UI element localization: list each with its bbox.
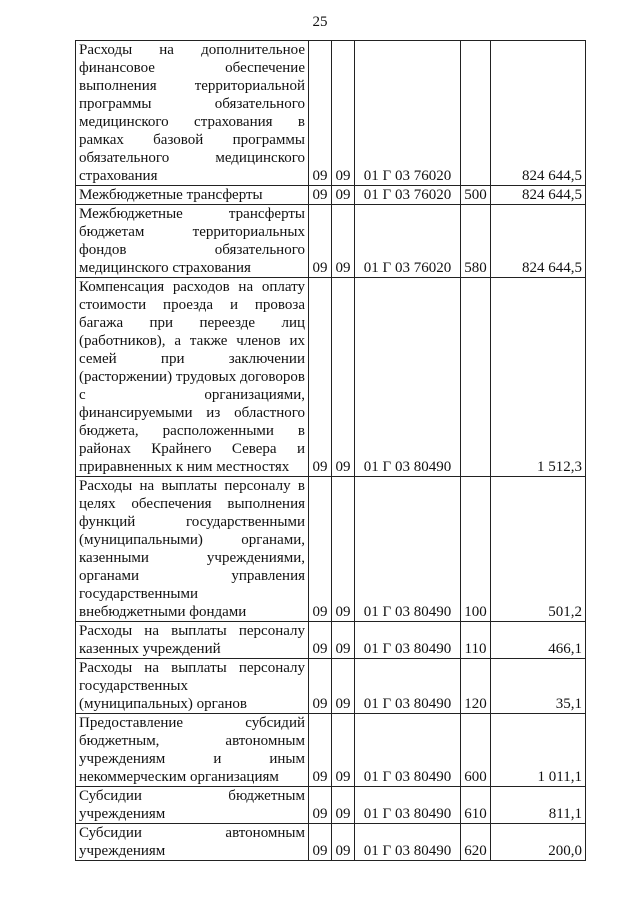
row-name: Компенсация расходов на оплату стоимости проезда и провоза багажа при переезде лиц (работников), а также членов их семей при заключении (расторжении) трудовых договоров с организациями, финансируемыми из областного бюджета, расположенными в районах Крайнего Севера и приравненных к ним местностях: [76, 278, 309, 477]
page-number: 25: [312, 14, 328, 30]
row-target-code: 01 Г 03 80490: [355, 659, 461, 714]
row-name: Межбюджетные трансферты: [76, 186, 309, 205]
row-subsection: 09: [332, 714, 355, 787]
row-subsection: 09: [332, 622, 355, 659]
row-section: 09: [309, 205, 332, 278]
row-name: Расходы на выплаты персоналу государственных (муниципальных) органов: [76, 659, 309, 714]
row-target-code: 01 Г 03 76020: [355, 41, 461, 186]
row-target-code: 01 Г 03 76020: [355, 186, 461, 205]
row-expense-type: 620: [461, 824, 491, 861]
table-row: [76, 622, 586, 659]
row-name: Расходы на выплаты персоналу казенных учреждений: [76, 622, 309, 659]
row-expense-type: 110: [461, 622, 491, 659]
row-section: 09: [309, 787, 332, 824]
table-row: [76, 659, 586, 714]
row-expense-type: 600: [461, 714, 491, 787]
row-subsection: 09: [332, 659, 355, 714]
row-expense-type: 580: [461, 205, 491, 278]
table-row: [76, 714, 586, 787]
row-amount: 1 011,1: [491, 714, 586, 787]
table-row: [76, 205, 586, 278]
row-amount: 811,1: [491, 787, 586, 824]
row-target-code: 01 Г 03 80490: [355, 787, 461, 824]
row-amount: 824 644,5: [491, 41, 586, 186]
row-expense-type: [461, 278, 491, 477]
row-amount: 824 644,5: [491, 205, 586, 278]
row-target-code: 01 Г 03 80490: [355, 714, 461, 787]
row-section: 09: [309, 622, 332, 659]
row-name: Межбюджетные трансферты бюджетам территориальных фондов обязательного медицинского страхования: [76, 205, 309, 278]
row-section: 09: [309, 278, 332, 477]
row-amount: 501,2: [491, 477, 586, 622]
budget-table: [75, 40, 586, 861]
row-name: Субсидии автономным учреждениям: [76, 824, 309, 861]
row-amount: 824 644,5: [491, 186, 586, 205]
row-expense-type: 610: [461, 787, 491, 824]
row-section: 09: [309, 186, 332, 205]
row-target-code: 01 Г 03 80490: [355, 278, 461, 477]
row-name: Предоставление субсидий бюджетным, автономным учреждениям и иным некоммерческим организациям: [76, 714, 309, 787]
row-section: 09: [309, 659, 332, 714]
row-name: Субсидии бюджетным учреждениям: [76, 787, 309, 824]
row-expense-type: [461, 41, 491, 186]
row-subsection: 09: [332, 186, 355, 205]
table-row: [76, 824, 586, 861]
table-row: [76, 278, 586, 477]
row-expense-type: 120: [461, 659, 491, 714]
row-section: 09: [309, 41, 332, 186]
row-name: Расходы на дополнительное финансовое обеспечение выполнения территориальной программы обязательного медицинского страхования в рамках базовой программы обязательного медицинского страхования: [76, 41, 309, 186]
row-target-code: 01 Г 03 80490: [355, 477, 461, 622]
table-row: [76, 41, 586, 186]
row-expense-type: 100: [461, 477, 491, 622]
row-target-code: 01 Г 03 76020: [355, 205, 461, 278]
row-amount: 200,0: [491, 824, 586, 861]
row-expense-type: 500: [461, 186, 491, 205]
table-row: [76, 787, 586, 824]
row-amount: 35,1: [491, 659, 586, 714]
row-name: Расходы на выплаты персоналу в целях обеспечения выполнения функций государственными (муниципальными) органами, казенными учреждениями, органами управления государственными внебюджетными фондами: [76, 477, 309, 622]
row-target-code: 01 Г 03 80490: [355, 824, 461, 861]
row-amount: 1 512,3: [491, 278, 586, 477]
row-amount: 466,1: [491, 622, 586, 659]
row-subsection: 09: [332, 477, 355, 622]
row-subsection: 09: [332, 278, 355, 477]
row-section: 09: [309, 714, 332, 787]
row-section: 09: [309, 477, 332, 622]
row-subsection: 09: [332, 41, 355, 186]
row-subsection: 09: [332, 824, 355, 861]
row-target-code: 01 Г 03 80490: [355, 622, 461, 659]
table-row: [76, 186, 586, 205]
table-row: [76, 477, 586, 622]
row-subsection: 09: [332, 787, 355, 824]
row-subsection: 09: [332, 205, 355, 278]
row-section: 09: [309, 824, 332, 861]
